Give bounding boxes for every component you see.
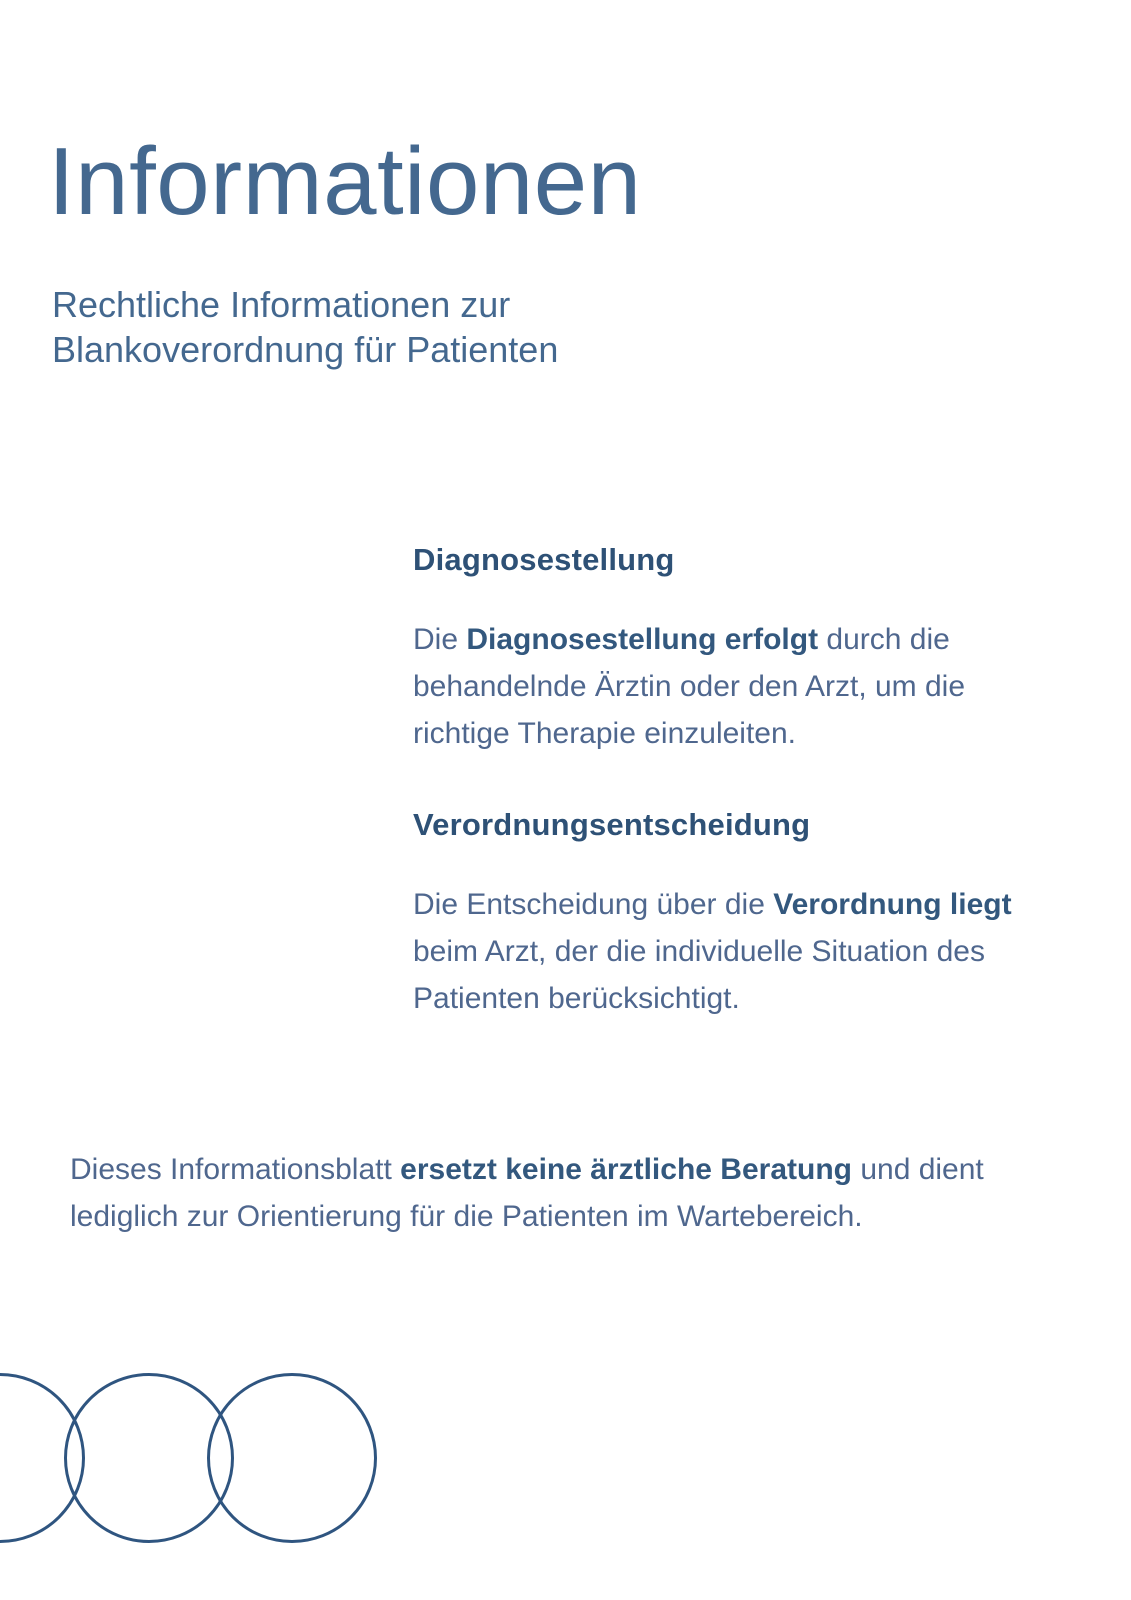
body-text-bold: Diagnosestellung erfolgt [466, 623, 819, 656]
footer-text-bold: ersetzt keine ärztliche Beratung [400, 1153, 852, 1186]
page-title: Informationen [48, 128, 642, 235]
footer-text: Dieses Informationsblatt [70, 1153, 401, 1186]
footer-text: und dient lediglich zur Orientierung für die Patienten im Wartebereich. [70, 1153, 984, 1233]
body-text: Die Entscheidung über die [413, 888, 774, 921]
section-heading-diagnosestellung: Diagnosestellung [413, 542, 675, 577]
section-body-verordnungsentscheidung [413, 881, 1043, 1022]
page-subtitle [52, 282, 558, 372]
footer-disclaimer [70, 1146, 1030, 1240]
subtitle-line-1: Rechtliche Informationen zur [52, 284, 511, 325]
circle-outline-icon [207, 1373, 377, 1543]
three-circles-icon [0, 1373, 400, 1545]
body-text: Die [413, 623, 467, 656]
body-text-bold: Verordnung liegt [773, 888, 1012, 921]
subtitle-line-2: Blankoverordnung für Patienten [52, 329, 559, 370]
body-text: beim Arzt, der die individuelle Situation des Patienten berücksichtigt. [413, 935, 985, 1015]
section-body-diagnosestellung [413, 616, 1043, 757]
section-heading-verordnungsentscheidung: Verordnungsentscheidung [413, 807, 811, 842]
body-text: durch die behandelnde Ärztin oder den Arzt, um die richtige Therapie einzuleiten. [413, 623, 966, 750]
